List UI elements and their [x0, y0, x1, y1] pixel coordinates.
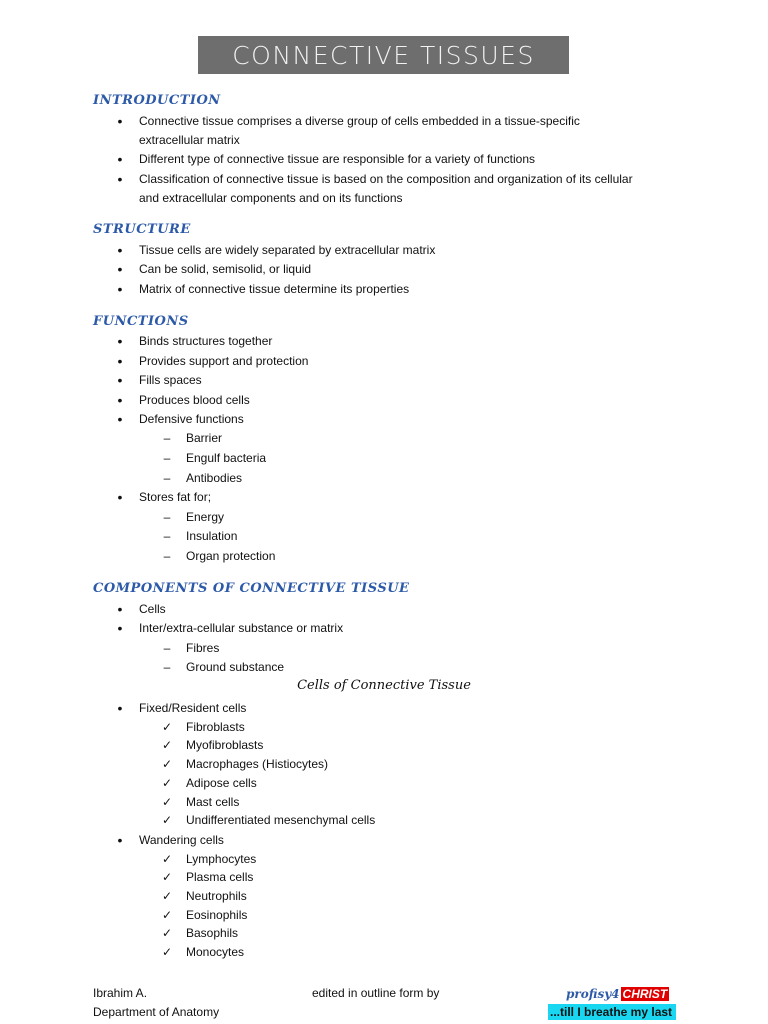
bullet-marker: • [117, 261, 123, 277]
cell-item: Monocytes [186, 945, 245, 959]
bullet-item: Binds structures together [139, 334, 273, 348]
bullet-marker: • [117, 372, 123, 388]
check-icon: ✓ [161, 738, 173, 752]
sub-item: Engulf bacteria [186, 451, 267, 465]
sub-item: Energy [186, 510, 225, 524]
cell-item: Adipose cells [186, 776, 257, 790]
check-icon: ✓ [161, 720, 173, 734]
heading-structure: STRUCTURE [93, 222, 191, 237]
bullet-item: Defensive functions [139, 412, 244, 426]
bullet-marker: • [117, 113, 123, 129]
heading-functions: FUNCTIONS [93, 314, 189, 329]
bullet-item-continued: and extracellular components and on its functions [139, 191, 403, 205]
bullet-marker: • [117, 242, 123, 258]
sub-item: Barrier [186, 431, 223, 445]
bullet-marker: • [117, 151, 123, 167]
heading-introduction: INTRODUCTION [93, 93, 221, 108]
bullet-item: Different type of connective tissue are responsible for a variety of functions [139, 152, 535, 166]
cell-item: Undifferentiated mesenchymal cells [186, 813, 376, 827]
document-title: CONNECTIVE TISSUES [198, 36, 569, 74]
heading-components: COMPONENTS OF CONNECTIVE TISSUE [93, 581, 410, 596]
bullet-marker: • [117, 832, 123, 848]
bullet-marker: • [117, 281, 123, 297]
footer-department: Department of Anatomy [93, 1005, 220, 1019]
check-icon: ✓ [161, 889, 173, 903]
check-icon: ✓ [161, 776, 173, 790]
dash-marker: – [163, 451, 171, 465]
cell-item: Lymphocytes [186, 852, 257, 866]
bullet-item: Stores fat for; [139, 490, 212, 504]
dash-marker: – [163, 549, 171, 563]
dash-marker: – [163, 641, 171, 655]
cells-subtitle: Cells of Connective Tissue [297, 678, 471, 693]
check-icon: ✓ [161, 870, 173, 884]
bullet-marker: • [117, 601, 123, 617]
bullet-item: Matrix of connective tissue determine its properties [139, 282, 410, 296]
bullet-item: Connective tissue comprises a diverse group of cells embedded in a tissue-specific [139, 114, 580, 128]
bullet-item: Fixed/Resident cells [139, 701, 247, 715]
brand-part1: profisy4 [566, 986, 620, 1001]
footer-edited: edited in outline form by [312, 986, 440, 1000]
sub-item: Insulation [186, 529, 238, 543]
sub-item: Organ protection [186, 549, 276, 563]
bullet-marker: • [117, 392, 123, 408]
bullet-marker: • [117, 353, 123, 369]
cell-item: Fibroblasts [186, 720, 245, 734]
bullet-item: Wandering cells [139, 833, 224, 847]
cell-item: Plasma cells [186, 870, 254, 884]
check-icon: ✓ [161, 813, 173, 827]
cell-item: Neutrophils [186, 889, 247, 903]
check-icon: ✓ [161, 945, 173, 959]
bullet-item: Fills spaces [139, 373, 202, 387]
bullet-item: Provides support and protection [139, 354, 309, 368]
dash-marker: – [163, 471, 171, 485]
bullet-marker: • [117, 489, 123, 505]
sub-item: Antibodies [186, 471, 243, 485]
bullet-marker: • [117, 700, 123, 716]
brand-tagline: ...till I breathe my last [548, 1004, 676, 1020]
bullet-item: Produces blood cells [139, 393, 250, 407]
brand-part2: CHRIST [622, 986, 668, 1001]
bullet-item: Inter/extra-cellular substance or matrix [139, 621, 344, 635]
bullet-marker: • [117, 620, 123, 636]
bullet-item: Tissue cells are widely separated by extracellular matrix [139, 243, 436, 257]
check-icon: ✓ [161, 908, 173, 922]
bullet-marker: • [117, 333, 123, 349]
footer-author: Ibrahim A. [93, 986, 148, 1000]
cell-item: Myofibroblasts [186, 738, 264, 752]
sub-item: Fibres [186, 641, 220, 655]
brand-logo [566, 985, 669, 1002]
check-icon: ✓ [161, 926, 173, 940]
bullet-marker: • [117, 411, 123, 427]
bullet-item-continued: extracellular matrix [139, 133, 240, 147]
dash-marker: – [163, 660, 171, 674]
dash-marker: – [163, 510, 171, 524]
cell-item: Macrophages (Histiocytes) [186, 757, 329, 771]
check-icon: ✓ [161, 795, 173, 809]
dash-marker: – [163, 529, 171, 543]
cell-item: Eosinophils [186, 908, 248, 922]
check-icon: ✓ [161, 757, 173, 771]
dash-marker: – [163, 431, 171, 445]
bullet-item: Cells [139, 602, 166, 616]
cell-item: Basophils [186, 926, 239, 940]
cell-item: Mast cells [186, 795, 240, 809]
bullet-item: Classification of connective tissue is based on the composition and organization of its cellular [139, 172, 633, 186]
check-icon: ✓ [161, 852, 173, 866]
bullet-item: Can be solid, semisolid, or liquid [139, 262, 312, 276]
bullet-marker: • [117, 171, 123, 187]
sub-item: Ground substance [186, 660, 285, 674]
